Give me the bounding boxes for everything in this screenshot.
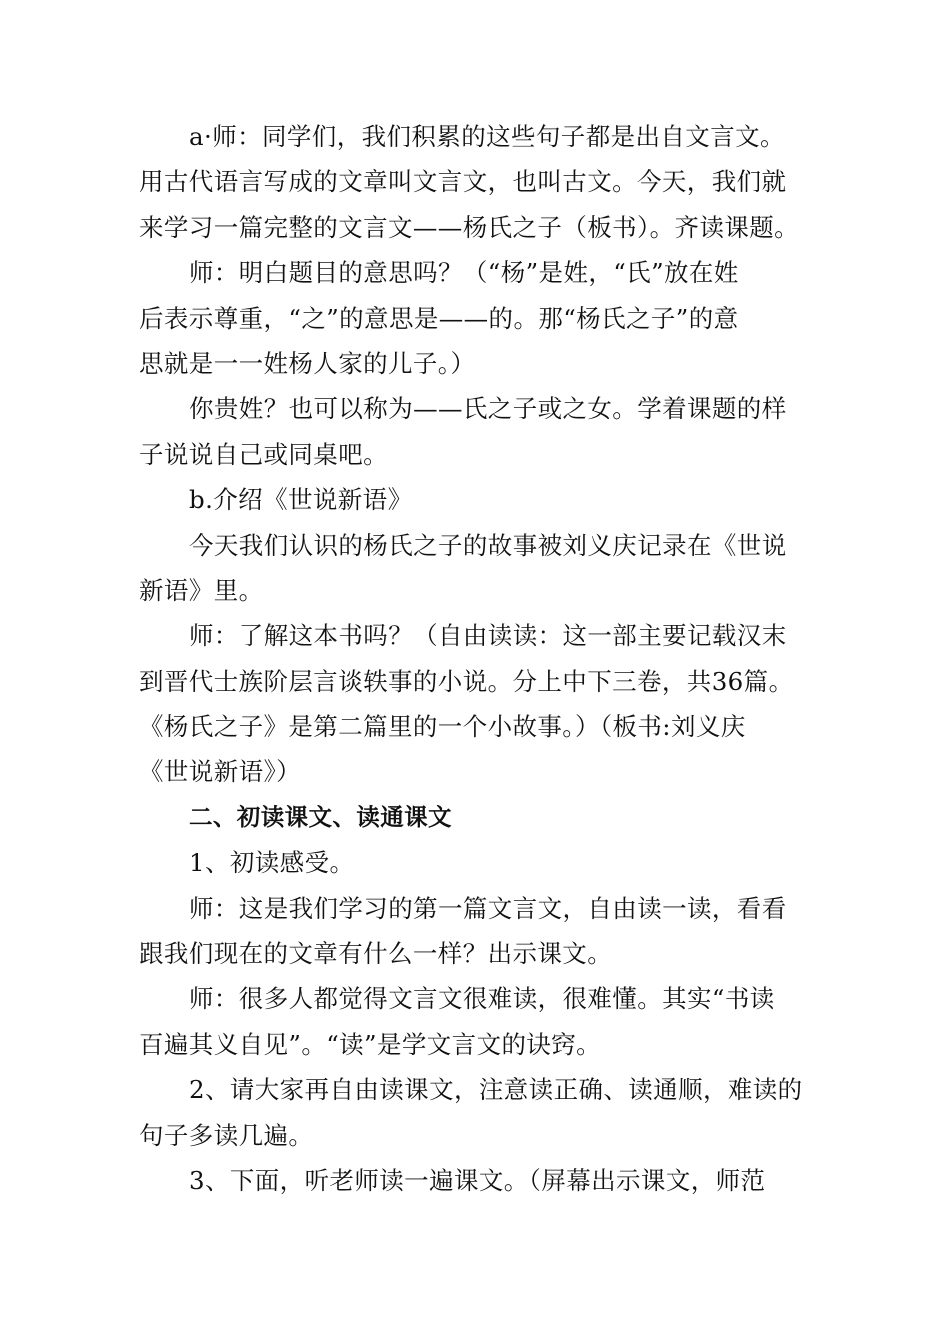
paragraph-line: a·师：同学们，我们积累的这些句子都是出自文言文。 xyxy=(189,122,785,151)
paragraph-line: 你贵姓？也可以称为——氏之子或之女。学着课题的样 xyxy=(189,394,787,424)
paragraph-line: 子说说自己或同桌吧。 xyxy=(139,439,388,469)
paragraph-line: 师：明白题目的意思吗？（“杨”是姓，“氏”放在姓 xyxy=(189,258,739,288)
paragraph-line: 思就是一一姓杨人家的儿子。） xyxy=(139,348,476,378)
paragraph-line: 到晋代士族阶层言谈轶事的小说。分上中下三卷，共36篇。 xyxy=(139,666,794,696)
paragraph-line: 3、下面，听老师读一遍课文。（屏幕出示课文，师范 xyxy=(189,1165,766,1195)
paragraph-line: 跟我们现在的文章有什么一样？出示课文。 xyxy=(139,939,613,969)
paragraph-line: 用古代语言写成的文章叫文言文，也叫古文。今天，我们就 xyxy=(139,167,787,197)
paragraph-line: 2、请大家再自由读课文，注意读正确、读通顺，难读的 xyxy=(189,1075,803,1105)
paragraph-line: 《杨氏之子》是第二篇里的一个小故事。）（板书:刘义庆 xyxy=(139,712,746,742)
paragraph-line: 句子多读几遍。 xyxy=(139,1120,314,1150)
paragraph-line: 师：了解这本书吗？（自由读读：这一部主要记载汉末 xyxy=(189,621,787,651)
document-body xyxy=(139,114,823,1203)
paragraph-line: 后表示尊重，“之”的意思是——的。那“杨氏之子”的意 xyxy=(139,303,739,333)
paragraph-line: 师：这是我们学习的第一篇文言文，自由读一读，看看 xyxy=(189,893,787,923)
paragraph-line: 百遍其义自见”。“读”是学文言文的诀窍。 xyxy=(139,1029,602,1059)
paragraph-line: 今天我们认识的杨氏之子的故事被刘义庆记录在《世说 xyxy=(189,530,787,560)
paragraph-line: 师：很多人都觉得文言文很难读，很难懂。其实“书读 xyxy=(189,984,775,1014)
paragraph-line: 《世说新语》） xyxy=(139,757,302,787)
paragraph-line: 1、初读感受。 xyxy=(189,848,355,878)
paragraph-line: b.介绍《世说新语》 xyxy=(189,485,413,515)
section-heading: 二、初读课文、读通课文 xyxy=(189,802,452,831)
paragraph-line: 来学习一篇完整的文言文——杨氏之子（板书）。齐读课题。 xyxy=(139,212,800,242)
paragraph-line: 新语》里。 xyxy=(139,575,264,605)
